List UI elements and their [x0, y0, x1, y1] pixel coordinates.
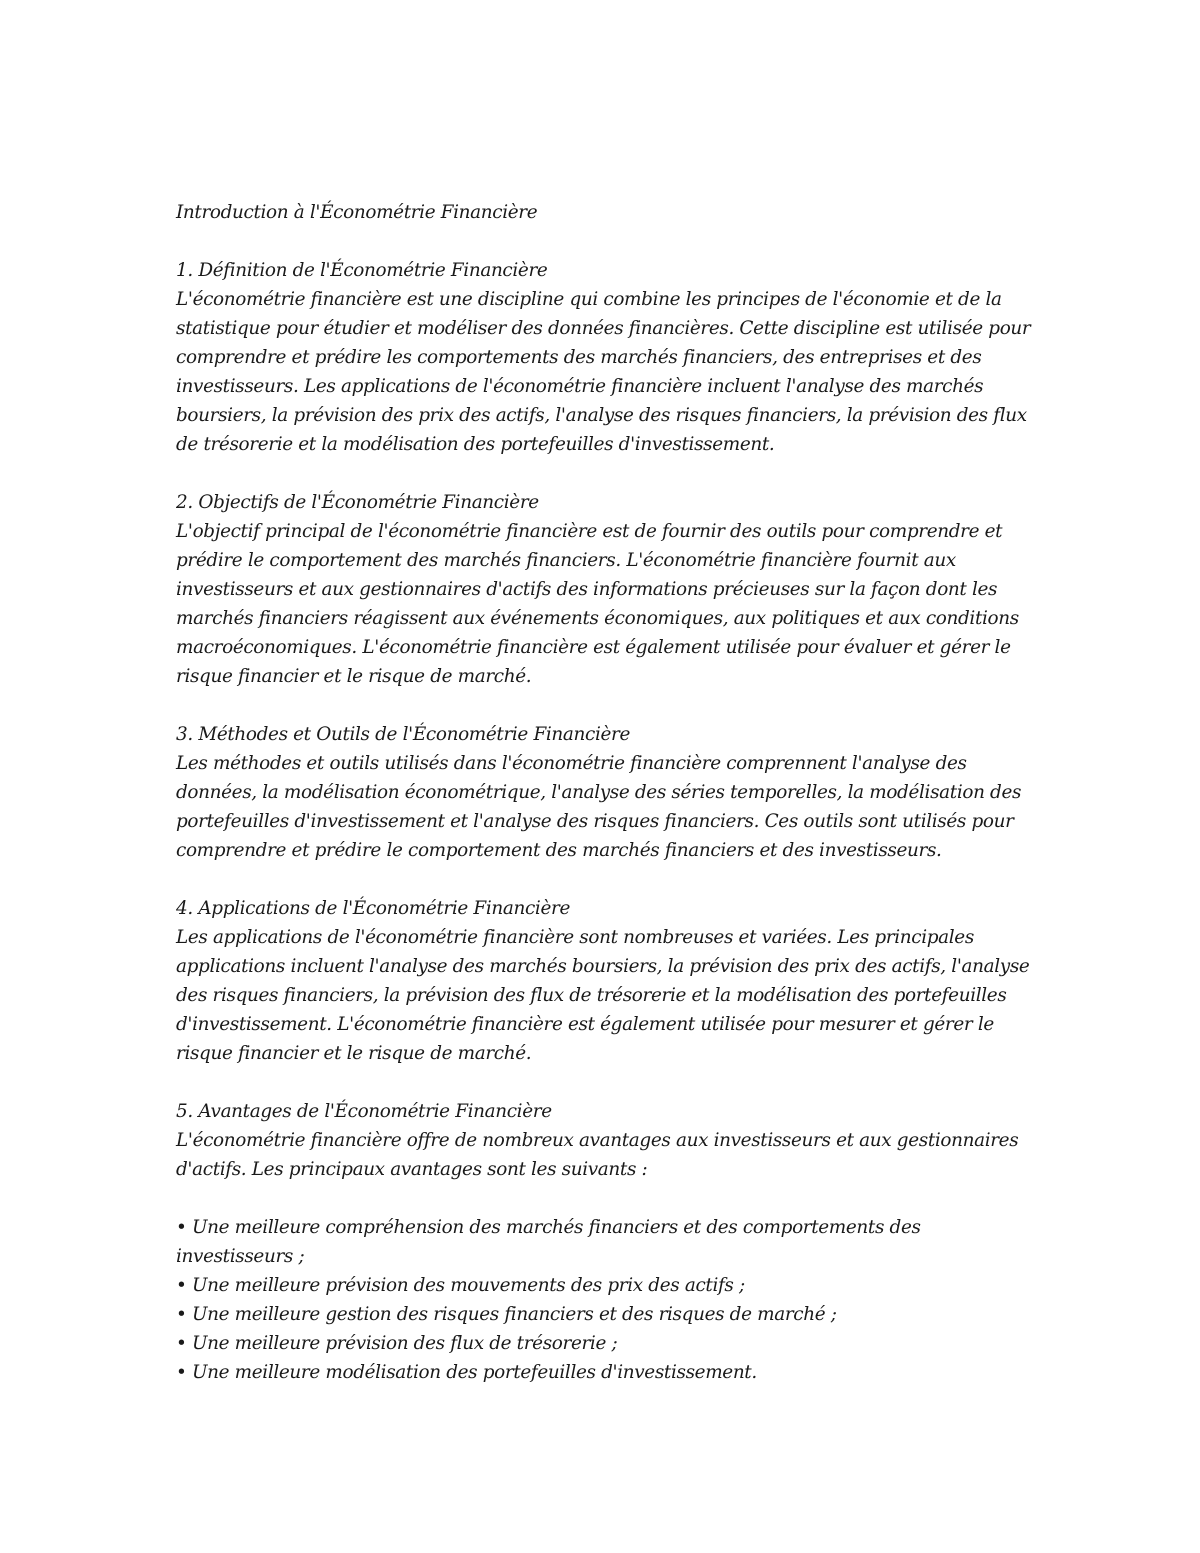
paragraph-line: investisseurs et aux gestionnaires d'actifs des informations précieuses sur la façon dont les [176, 579, 998, 600]
section-paragraph [176, 1126, 1036, 1184]
bullet-item: • Une meilleure prévision des flux de trésorerie ; [176, 1333, 618, 1354]
paragraph-line: Les méthodes et outils utilisés dans l'économétrie financière comprennent l'analyse des [176, 753, 967, 774]
bullet-item: • Une meilleure modélisation des portefeuilles d'investissement. [176, 1362, 757, 1383]
paragraph-line: marchés financiers réagissent aux événements économiques, aux politiques et aux conditions [176, 608, 1019, 629]
paragraph-line: L'objectif principal de l'économétrie financière est de fournir des outils pour comprendre et [176, 521, 1003, 542]
paragraph-line: données, la modélisation économétrique, l'analyse des séries temporelles, la modélisation des [176, 782, 1022, 803]
section-paragraph [176, 285, 1036, 459]
bullet-item: • Une meilleure prévision des mouvements des prix des actifs ; [176, 1275, 745, 1296]
section-objectives [176, 488, 1036, 691]
paragraph-line: de trésorerie et la modélisation des portefeuilles d'investissement. [176, 434, 775, 455]
paragraph-line: comprendre et prédire le comportement des marchés financiers et des investisseurs. [176, 840, 942, 861]
paragraph-line: investisseurs. Les applications de l'économétrie financière incluent l'analyse des marchés [176, 376, 984, 397]
paragraph-line: risque financier et le risque de marché. [176, 1043, 532, 1064]
paragraph-line: Les applications de l'économétrie financière sont nombreuses et variées. Les principales [176, 927, 974, 948]
section-methods [176, 720, 1036, 865]
bullet-item: • Une meilleure compréhension des marchés financiers et des comportements des [176, 1217, 921, 1238]
spacer [176, 691, 1036, 720]
paragraph-line: L'économétrie financière offre de nombreux avantages aux investisseurs et aux gestionnaires [176, 1130, 1019, 1151]
section-heading: 4. Applications de l'Économétrie Financière [176, 898, 570, 919]
paragraph-line: des risques financiers, la prévision des flux de trésorerie et la modélisation des portefeuilles [176, 985, 1007, 1006]
paragraph-line: d'actifs. Les principaux avantages sont les suivants : [176, 1159, 648, 1180]
section-paragraph [176, 749, 1036, 865]
section-heading: 1. Définition de l'Économétrie Financière [176, 260, 548, 281]
section-heading: 3. Méthodes et Outils de l'Économétrie Financière [176, 724, 630, 745]
section-paragraph [176, 923, 1036, 1068]
spacer [176, 1184, 1036, 1213]
paragraph-line: comprendre et prédire les comportements des marchés financiers, des entreprises et des [176, 347, 982, 368]
bullet-item-continuation: investisseurs ; [176, 1246, 305, 1267]
paragraph-line: statistique pour étudier et modéliser des données financières. Cette discipline est utilisée pour [176, 318, 1031, 339]
paragraph-line: prédire le comportement des marchés financiers. L'économétrie financière fournit aux [176, 550, 956, 571]
document-title: Introduction à l'Économétrie Financière [176, 202, 538, 223]
advantages-bullet-list [176, 1213, 1036, 1387]
spacer [176, 459, 1036, 488]
section-applications [176, 894, 1036, 1068]
document-page [176, 198, 1036, 1387]
paragraph-line: d'investissement. L'économétrie financière est également utilisée pour mesurer et gérer le [176, 1014, 994, 1035]
paragraph-line: macroéconomiques. L'économétrie financière est également utilisée pour évaluer et gérer le [176, 637, 1011, 658]
spacer [176, 865, 1036, 894]
bullet-item: • Une meilleure gestion des risques financiers et des risques de marché ; [176, 1304, 837, 1325]
section-advantages [176, 1097, 1036, 1184]
paragraph-line: boursiers, la prévision des prix des actifs, l'analyse des risques financiers, la prévision des flux [176, 405, 1027, 426]
section-definition [176, 256, 1036, 459]
section-paragraph [176, 517, 1036, 691]
spacer [176, 227, 1036, 256]
paragraph-line: portefeuilles d'investissement et l'analyse des risques financiers. Ces outils sont utilisés pour [176, 811, 1014, 832]
section-heading: 2. Objectifs de l'Économétrie Financière [176, 492, 539, 513]
paragraph-line: risque financier et le risque de marché. [176, 666, 532, 687]
section-heading: 5. Avantages de l'Économétrie Financière [176, 1101, 552, 1122]
paragraph-line: applications incluent l'analyse des marchés boursiers, la prévision des prix des actifs, l'analyse [176, 956, 1030, 977]
spacer [176, 1068, 1036, 1097]
paragraph-line: L'économétrie financière est une discipline qui combine les principes de l'économie et de la [176, 289, 1002, 310]
